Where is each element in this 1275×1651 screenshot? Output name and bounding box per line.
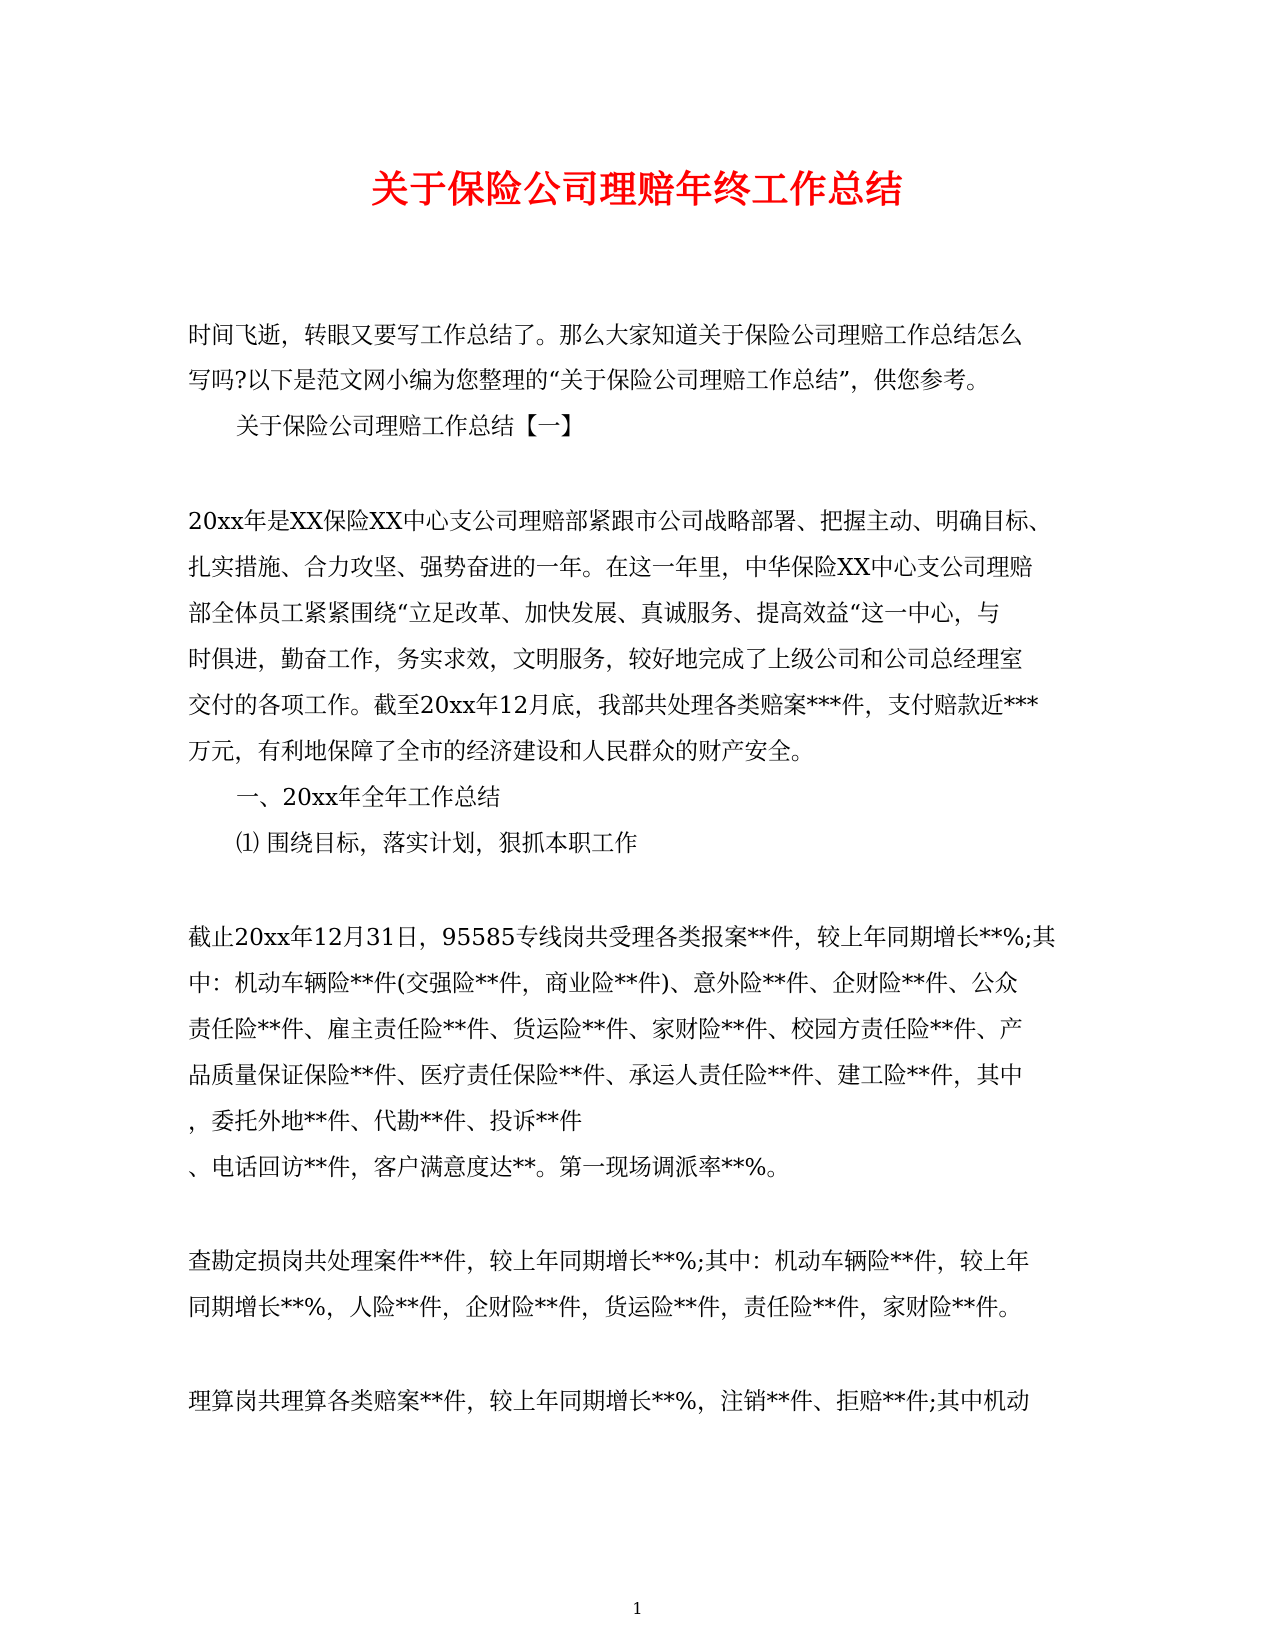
- paragraph-line: 品质量保证保险**件、医疗责任保险**件、承运人责任险**件、建工险**件，其中: [188, 1062, 1023, 1089]
- paragraph-line: 查勘定损岗共处理案件**件，较上年同期增长**%;其中：机动车辆险**件，较上年: [188, 1248, 1030, 1275]
- paragraph-line: 同期增长**%，人险**件，企财险**件，货运险**件，责任险**件，家财险**件。: [188, 1294, 1022, 1321]
- paragraph-line: 理算岗共理算各类赔案**件，较上年同期增长**%，注销**件、拒赔**件;其中机动: [188, 1388, 1030, 1415]
- section-heading: 一、20xx年全年工作总结: [236, 784, 501, 811]
- paragraph-line: 万元，有利地保障了全市的经济建设和人民群众的财产安全。: [188, 738, 815, 765]
- paragraph-line: 交付的各项工作。截至20xx年12月底，我部共处理各类赔案***件，支付赔款近***: [188, 692, 1039, 719]
- paragraph-line: 时俱进，勤奋工作，务实求效，文明服务，较好地完成了上级公司和公司总经理室: [188, 646, 1023, 673]
- paragraph-line: 截止20xx年12月31日，95585专线岗共受理各类报案**件，较上年同期增长**%;其: [188, 924, 1056, 951]
- paragraph-line: 中：机动车辆险**件(交强险**件，商业险**件)、意外险**件、企财险**件、公众: [188, 970, 1018, 997]
- paragraph-line: 部全体员工紧紧围绕“立足改革、加快发展、真诚服务、提高效益“这一中心，与: [188, 600, 1001, 627]
- paragraph-line: 、电话回访**件，客户满意度达**。第一现场调派率**%。: [188, 1154, 790, 1181]
- paragraph-line: ，委托外地**件、代勘**件、投诉**件: [188, 1108, 583, 1135]
- paragraph-line: 时间飞逝，转眼又要写工作总结了。那么大家知道关于保险公司理赔工作总结怎么: [188, 322, 1023, 349]
- paragraph-line: 责任险**件、雇主责任险**件、货运险**件、家财险**件、校园方责任险**件、产: [188, 1016, 1023, 1043]
- paragraph-line: 扎实措施、合力攻坚、强势奋进的一年。在这一年里，中华保险XX中心支公司理赔: [188, 554, 1033, 581]
- paragraph-line: 20xx年是XX保险XX中心支公司理赔部紧跟市公司战略部署、把握主动、明确目标、: [188, 508, 1052, 535]
- document-title: 关于保险公司理赔年终工作总结: [371, 167, 904, 211]
- section-heading: 关于保险公司理赔工作总结【一】: [236, 413, 584, 440]
- subsection-heading: ⑴ 围绕目标，落实计划，狠抓本职工作: [236, 830, 638, 857]
- paragraph-line: 写吗?以下是范文网小编为您整理的“关于保险公司理赔工作总结”，供您参考。: [188, 367, 990, 394]
- page-number: 1: [632, 1599, 643, 1618]
